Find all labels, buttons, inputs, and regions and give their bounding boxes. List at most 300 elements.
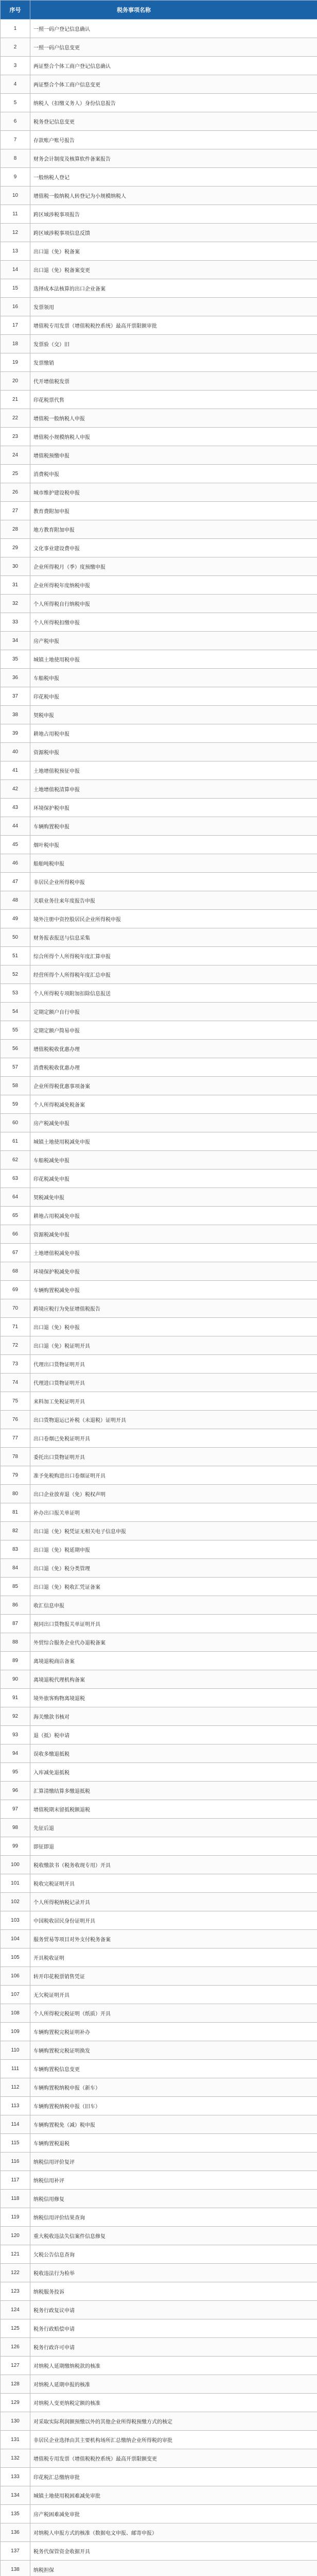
- row-matter-name: 境外注册中资控股居民企业所得税申报: [30, 910, 317, 928]
- table-row: [1, 1930, 317, 1948]
- table-row: [1, 316, 317, 335]
- row-seq-number: 19: [1, 353, 30, 372]
- table-row: [1, 149, 317, 168]
- row-matter-name: 税务行政复议申请: [30, 2301, 317, 2319]
- row-seq-number: 18: [1, 335, 30, 353]
- row-seq-number: 134: [1, 2486, 30, 2505]
- table-row: [1, 2004, 317, 2023]
- table-row: [1, 910, 317, 928]
- table-row: [1, 187, 317, 205]
- row-matter-name: 先征后退: [30, 1819, 317, 1837]
- table-row: [1, 1392, 317, 1411]
- row-matter-name: 误收多缴退抵税: [30, 1744, 317, 1763]
- table-row: [1, 891, 317, 910]
- row-matter-name: 印花税申报: [30, 687, 317, 706]
- row-matter-name: 消费税税收优惠办理: [30, 1058, 317, 1077]
- row-seq-number: 117: [1, 2171, 30, 2190]
- table-row: [1, 1318, 317, 1336]
- table-row: [1, 1911, 317, 1930]
- table-row: [1, 1633, 317, 1652]
- row-seq-number: 74: [1, 1374, 30, 1392]
- row-matter-name: 纳税服务投诉: [30, 2282, 317, 2301]
- row-matter-name: 重大税收违法失信案件信息修复: [30, 2227, 317, 2245]
- row-matter-name: 出口退（免）税证明开具: [30, 1336, 317, 1355]
- table-row: [1, 2171, 317, 2190]
- table-row: [1, 2301, 317, 2319]
- row-seq-number: 9: [1, 168, 30, 187]
- table-row: [1, 1040, 317, 1058]
- table-row: [1, 928, 317, 947]
- row-matter-name: 出口货物退运已补税（未退税）证明开具: [30, 1411, 317, 1429]
- table-row: [1, 632, 317, 650]
- row-seq-number: 124: [1, 2301, 30, 2319]
- row-seq-number: 120: [1, 2227, 30, 2245]
- table-row: [1, 2449, 317, 2468]
- row-seq-number: 133: [1, 2468, 30, 2486]
- row-matter-name: 两证整合个体工商户信息变更: [30, 75, 317, 94]
- table-row: [1, 2486, 317, 2505]
- row-matter-name: 纳税人（扣缴义务人）身份信息报告: [30, 94, 317, 112]
- row-matter-name: 综合所得个人所得税年度汇算申报: [30, 947, 317, 965]
- row-seq-number: 84: [1, 1559, 30, 1578]
- row-matter-name: 个人所得税扣缴申报: [30, 613, 317, 632]
- row-matter-name: 出口退（免）税分类管理: [30, 1559, 317, 1578]
- row-matter-name: 土地增值税清算申报: [30, 780, 317, 799]
- row-seq-number: 119: [1, 2208, 30, 2227]
- row-seq-number: 1: [1, 20, 30, 38]
- row-seq-number: 29: [1, 539, 30, 557]
- row-seq-number: 5: [1, 94, 30, 112]
- row-matter-name: 税收违法行为检举: [30, 2264, 317, 2282]
- table-row: [1, 1411, 317, 1429]
- row-matter-name: 增值税专用发票（增值税税控系统）最高开票限额审批: [30, 316, 317, 335]
- row-matter-name: 海关缴款书核对: [30, 1707, 317, 1726]
- row-seq-number: 136: [1, 2523, 30, 2542]
- row-seq-number: 36: [1, 669, 30, 687]
- table-row: [1, 799, 317, 817]
- row-seq-number: 85: [1, 1578, 30, 1596]
- table-row: [1, 1744, 317, 1763]
- table-row: [1, 2394, 317, 2412]
- row-matter-name: 环境保护税减免申报: [30, 1262, 317, 1281]
- row-seq-number: 113: [1, 2097, 30, 2115]
- row-seq-number: 80: [1, 1485, 30, 1503]
- row-matter-name: 税收缴款书（税务收现专用）开具: [30, 1856, 317, 1874]
- row-seq-number: 115: [1, 2134, 30, 2153]
- row-seq-number: 17: [1, 316, 30, 335]
- row-seq-number: 105: [1, 1948, 30, 1967]
- row-seq-number: 52: [1, 965, 30, 984]
- table-row: [1, 557, 317, 576]
- row-seq-number: 34: [1, 632, 30, 650]
- row-matter-name: 车辆购置税纳税申报（新车）: [30, 2078, 317, 2097]
- seq-column-header: 序号: [1, 1, 30, 20]
- row-matter-name: 车辆购置税完税证明换发: [30, 2041, 317, 2060]
- row-seq-number: 104: [1, 1930, 30, 1948]
- row-seq-number: 15: [1, 279, 30, 298]
- row-seq-number: 82: [1, 1522, 30, 1540]
- row-seq-number: 62: [1, 1151, 30, 1170]
- table-row: [1, 2542, 317, 2561]
- table-row: [1, 984, 317, 1003]
- row-matter-name: 船舶吨税申报: [30, 854, 317, 873]
- row-matter-name: 收汇信息申报: [30, 1596, 317, 1615]
- table-row: [1, 2245, 317, 2264]
- row-seq-number: 75: [1, 1392, 30, 1411]
- table-row: [1, 446, 317, 465]
- table-row: [1, 1967, 317, 1986]
- table-row: [1, 372, 317, 391]
- table-row: [1, 1652, 317, 1670]
- row-seq-number: 51: [1, 947, 30, 965]
- table-row: [1, 1058, 317, 1077]
- row-matter-name: 发票缴销: [30, 353, 317, 372]
- row-seq-number: 99: [1, 1837, 30, 1856]
- row-seq-number: 16: [1, 298, 30, 316]
- row-seq-number: 86: [1, 1596, 30, 1615]
- table-row: [1, 706, 317, 724]
- table-row: [1, 2468, 317, 2486]
- row-matter-name: 代理出口货物证明开具: [30, 1355, 317, 1374]
- table-row: [1, 1095, 317, 1114]
- row-matter-name: 纳税担保: [30, 2561, 317, 2576]
- table-row: [1, 335, 317, 353]
- row-seq-number: 72: [1, 1336, 30, 1355]
- row-seq-number: 56: [1, 1040, 30, 1058]
- table-row: [1, 2060, 317, 2078]
- row-matter-name: 发票领用: [30, 298, 317, 316]
- table-row: [1, 1874, 317, 1893]
- table-row: [1, 780, 317, 799]
- row-seq-number: 79: [1, 1466, 30, 1485]
- row-matter-name: 增值税预缴申报: [30, 446, 317, 465]
- table-row: [1, 2282, 317, 2301]
- row-matter-name: 文化事业建设费申报: [30, 539, 317, 557]
- table-row: [1, 2319, 317, 2338]
- row-seq-number: 70: [1, 1299, 30, 1318]
- table-row: [1, 75, 317, 94]
- row-matter-name: 即征即退: [30, 1837, 317, 1856]
- row-seq-number: 71: [1, 1318, 30, 1336]
- row-seq-number: 61: [1, 1132, 30, 1151]
- row-seq-number: 32: [1, 595, 30, 613]
- row-matter-name: 跨区域涉税事项报告: [30, 205, 317, 224]
- table-row: [1, 279, 317, 298]
- table-row: [1, 1819, 317, 1837]
- table-row: [1, 2227, 317, 2245]
- table-row: [1, 1782, 317, 1800]
- row-matter-name: 环境保护税申报: [30, 799, 317, 817]
- table-row: [1, 1188, 317, 1207]
- row-seq-number: 106: [1, 1967, 30, 1986]
- row-seq-number: 121: [1, 2245, 30, 2264]
- row-seq-number: 33: [1, 613, 30, 632]
- row-seq-number: 48: [1, 891, 30, 910]
- row-matter-name: 补办出口报关单证明: [30, 1503, 317, 1522]
- row-seq-number: 88: [1, 1633, 30, 1652]
- row-seq-number: 112: [1, 2078, 30, 2097]
- table-row: [1, 1244, 317, 1262]
- table-row: [1, 520, 317, 539]
- row-seq-number: 11: [1, 205, 30, 224]
- row-matter-name: 个人所得税自行纳税申报: [30, 595, 317, 613]
- table-row: [1, 1207, 317, 1225]
- row-seq-number: 76: [1, 1411, 30, 1429]
- table-row: [1, 1485, 317, 1503]
- table-row: [1, 1003, 317, 1021]
- row-matter-name: 城市维护建设税申报: [30, 483, 317, 502]
- table-row: [1, 1670, 317, 1689]
- row-seq-number: 3: [1, 57, 30, 75]
- row-matter-name: 城镇土地使用税减免申报: [30, 1132, 317, 1151]
- row-matter-name: 关联业务往来年度报告申报: [30, 891, 317, 910]
- row-matter-name: 个人所得税专项附加扣除信息报送: [30, 984, 317, 1003]
- row-matter-name: 存款账户账号报告: [30, 131, 317, 149]
- row-matter-name: 纳税信用评价结果查询: [30, 2208, 317, 2227]
- row-seq-number: 22: [1, 409, 30, 428]
- row-matter-name: 车船税申报: [30, 669, 317, 687]
- row-matter-name: 税务行政许可申请: [30, 2338, 317, 2357]
- row-seq-number: 27: [1, 502, 30, 520]
- row-seq-number: 28: [1, 520, 30, 539]
- row-matter-name: 教育费附加申报: [30, 502, 317, 520]
- row-seq-number: 89: [1, 1652, 30, 1670]
- row-matter-name: 对纳税人延期申报的核准: [30, 2375, 317, 2394]
- table-row: [1, 261, 317, 279]
- row-matter-name: 耕地占用税申报: [30, 724, 317, 743]
- table-row: [1, 483, 317, 502]
- row-seq-number: 23: [1, 428, 30, 446]
- table-row: [1, 205, 317, 224]
- table-row: [1, 409, 317, 428]
- row-seq-number: 110: [1, 2041, 30, 2060]
- row-matter-name: 准予免税购进出口卷烟证明开具: [30, 1466, 317, 1485]
- row-seq-number: 60: [1, 1114, 30, 1132]
- table-row: [1, 298, 317, 316]
- row-seq-number: 14: [1, 261, 30, 279]
- table-row: [1, 2561, 317, 2576]
- row-seq-number: 4: [1, 75, 30, 94]
- table-row: [1, 1578, 317, 1596]
- row-matter-name: 离境退税商店备案: [30, 1652, 317, 1670]
- row-seq-number: 47: [1, 873, 30, 891]
- row-seq-number: 98: [1, 1819, 30, 1837]
- row-seq-number: 43: [1, 799, 30, 817]
- row-matter-name: 耕地占用税减免申报: [30, 1207, 317, 1225]
- table-row: [1, 854, 317, 873]
- table-row: [1, 1800, 317, 1819]
- table-row: [1, 1540, 317, 1559]
- row-seq-number: 59: [1, 1095, 30, 1114]
- table-row: [1, 2078, 317, 2097]
- row-seq-number: 13: [1, 242, 30, 261]
- row-seq-number: 78: [1, 1448, 30, 1466]
- row-matter-name: 两证整合个体工商户登记信息确认: [30, 57, 317, 75]
- row-matter-name: 车辆购置税纳税申报（旧车）: [30, 2097, 317, 2115]
- row-seq-number: 87: [1, 1615, 30, 1633]
- table-row: [1, 1132, 317, 1151]
- row-matter-name: 中国税收居民身份证明开具: [30, 1911, 317, 1930]
- table-row: [1, 1429, 317, 1448]
- table-row: [1, 1893, 317, 1911]
- row-matter-name: 纳税信用修复: [30, 2190, 317, 2208]
- row-matter-name: 财务报表报送与信息采集: [30, 928, 317, 947]
- row-matter-name: 地方教育附加申报: [30, 520, 317, 539]
- row-seq-number: 57: [1, 1058, 30, 1077]
- row-matter-name: 车辆购置税减免申报: [30, 1281, 317, 1299]
- row-matter-name: 退（抵）税申请: [30, 1726, 317, 1744]
- row-matter-name: 无欠税证明开具: [30, 1986, 317, 2004]
- row-seq-number: 55: [1, 1021, 30, 1040]
- row-matter-name: 增值税一般纳税人转登记为小规模纳税人: [30, 187, 317, 205]
- row-matter-name: 非居民企业所得税申报: [30, 873, 317, 891]
- table-row: [1, 1615, 317, 1633]
- row-matter-name: 个人所得税完税证明（纸质）开具: [30, 2004, 317, 2023]
- table-row: [1, 1689, 317, 1707]
- row-matter-name: 一般纳税人登记: [30, 168, 317, 187]
- row-matter-name: 增值税税收优惠办理: [30, 1040, 317, 1058]
- row-seq-number: 46: [1, 854, 30, 873]
- table-row: [1, 2190, 317, 2208]
- row-matter-name: 出口退（免）税备案: [30, 242, 317, 261]
- table-row: [1, 2115, 317, 2134]
- row-seq-number: 132: [1, 2449, 30, 2468]
- row-matter-name: 车辆购置税信息变更: [30, 2060, 317, 2078]
- row-seq-number: 90: [1, 1670, 30, 1689]
- row-seq-number: 41: [1, 761, 30, 780]
- row-matter-name: 税务登记信息变更: [30, 112, 317, 131]
- table-row: [1, 502, 317, 520]
- row-matter-name: 定期定额户自行申报: [30, 1003, 317, 1021]
- row-seq-number: 54: [1, 1003, 30, 1021]
- row-seq-number: 6: [1, 112, 30, 131]
- row-matter-name: 个人所得税减免税备案: [30, 1095, 317, 1114]
- row-matter-name: 土地增值税预征申报: [30, 761, 317, 780]
- row-seq-number: 130: [1, 2412, 30, 2431]
- row-matter-name: 纳税信用评价复评: [30, 2153, 317, 2171]
- table-row: [1, 1986, 317, 2004]
- table-row: [1, 1281, 317, 1299]
- table-row: [1, 2412, 317, 2431]
- table-row: [1, 1077, 317, 1095]
- row-seq-number: 39: [1, 724, 30, 743]
- row-matter-name: 印花税汇总缴纳审批: [30, 2468, 317, 2486]
- row-matter-name: 发票验（交）旧: [30, 335, 317, 353]
- row-matter-name: 选择成本法核算的出口企业备案: [30, 279, 317, 298]
- table-row: [1, 873, 317, 891]
- row-matter-name: 跨区域涉税事项信息反馈: [30, 224, 317, 242]
- row-seq-number: 111: [1, 2060, 30, 2078]
- name-column-header: 税务事项名称: [30, 1, 317, 20]
- table-row: [1, 20, 317, 38]
- row-seq-number: 31: [1, 576, 30, 595]
- row-seq-number: 81: [1, 1503, 30, 1522]
- row-seq-number: 97: [1, 1800, 30, 1819]
- row-matter-name: 对采取实际利润额预缴以外的其他企业所得税预缴方式的核定: [30, 2412, 317, 2431]
- row-seq-number: 58: [1, 1077, 30, 1095]
- row-matter-name: 增值税专用发票（增值税税控系统）最高开票限额变更: [30, 2449, 317, 2468]
- row-matter-name: 离境退税代理机构备案: [30, 1670, 317, 1689]
- row-matter-name: 房产税困难减免审批: [30, 2505, 317, 2523]
- row-seq-number: 37: [1, 687, 30, 706]
- row-matter-name: 视同出口货物报关单证明开具: [30, 1615, 317, 1633]
- row-matter-name: 消费税申报: [30, 465, 317, 483]
- row-seq-number: 96: [1, 1782, 30, 1800]
- row-matter-name: 转开印花税票销售凭证: [30, 1967, 317, 1986]
- table-row: [1, 131, 317, 149]
- row-seq-number: 118: [1, 2190, 30, 2208]
- table-row: [1, 38, 317, 57]
- row-matter-name: 资源税申报: [30, 743, 317, 761]
- table-row: [1, 2431, 317, 2449]
- table-row: [1, 1466, 317, 1485]
- table-row: [1, 650, 317, 669]
- row-matter-name: 定期定额户简易申报: [30, 1021, 317, 1040]
- table-row: [1, 391, 317, 409]
- row-seq-number: 94: [1, 1744, 30, 1763]
- row-seq-number: 125: [1, 2319, 30, 2338]
- table-row: [1, 2357, 317, 2375]
- table-row: [1, 2338, 317, 2357]
- table-row: [1, 1559, 317, 1578]
- table-row: [1, 576, 317, 595]
- row-seq-number: 38: [1, 706, 30, 724]
- table-row: [1, 761, 317, 780]
- row-seq-number: 100: [1, 1856, 30, 1874]
- row-seq-number: 123: [1, 2282, 30, 2301]
- row-matter-name: 出口退（免）税收汇凭证备案: [30, 1578, 317, 1596]
- row-seq-number: 21: [1, 391, 30, 409]
- row-matter-name: 出口退（免）税凭证无相关电子信息申报: [30, 1522, 317, 1540]
- table-row: [1, 168, 317, 187]
- row-matter-name: 经营所得个人所得税年度汇总申报: [30, 965, 317, 984]
- table-row: [1, 1262, 317, 1281]
- row-seq-number: 73: [1, 1355, 30, 1374]
- row-seq-number: 24: [1, 446, 30, 465]
- row-matter-name: 对纳税人变更纳税定额的核准: [30, 2394, 317, 2412]
- row-seq-number: 20: [1, 372, 30, 391]
- row-seq-number: 127: [1, 2357, 30, 2375]
- table-row: [1, 1707, 317, 1726]
- table-row: [1, 94, 317, 112]
- table-row: [1, 2264, 317, 2282]
- table-row: [1, 613, 317, 632]
- row-seq-number: 30: [1, 557, 30, 576]
- row-matter-name: 烟叶税申报: [30, 836, 317, 854]
- table-row: [1, 1225, 317, 1244]
- table-row: [1, 1522, 317, 1540]
- row-seq-number: 129: [1, 2394, 30, 2412]
- row-matter-name: 契税申报: [30, 706, 317, 724]
- row-matter-name: 车辆购置税退税: [30, 2134, 317, 2153]
- row-seq-number: 83: [1, 1540, 30, 1559]
- row-matter-name: 出口卷烟已免税证明开具: [30, 1429, 317, 1448]
- row-matter-name: 一照一码户登记信息确认: [30, 20, 317, 38]
- row-seq-number: 64: [1, 1188, 30, 1207]
- table-row: [1, 2375, 317, 2394]
- row-matter-name: 契税减免申报: [30, 1188, 317, 1207]
- row-matter-name: 城镇土地使用税申报: [30, 650, 317, 669]
- row-matter-name: 企业所得税年度纳税申报: [30, 576, 317, 595]
- row-seq-number: 25: [1, 465, 30, 483]
- row-matter-name: 对纳税人申报方式的核准（数据电文申报、邮寄申报）: [30, 2523, 317, 2542]
- row-seq-number: 49: [1, 910, 30, 928]
- table-row: [1, 224, 317, 242]
- row-matter-name: 一照一码户信息变更: [30, 38, 317, 57]
- row-matter-name: 对纳税人延期缴纳税款的核准: [30, 2357, 317, 2375]
- table-row: [1, 465, 317, 483]
- row-matter-name: 汇算清缴结算多缴退抵税: [30, 1782, 317, 1800]
